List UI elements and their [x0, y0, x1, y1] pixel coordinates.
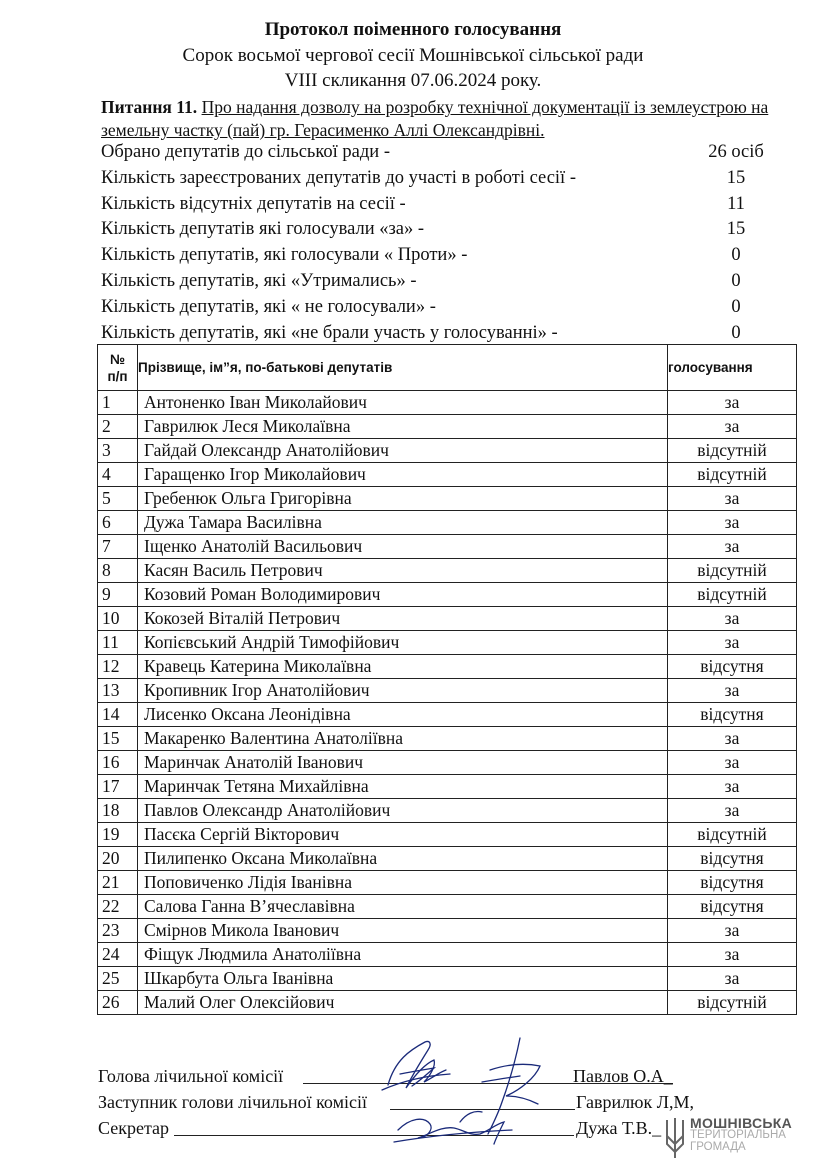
question-text: Про надання дозволу на розробку технічної документації із землеустрою на земельну частку (пай) гр. Герасименко Аллі Олександрівні. [101, 97, 769, 140]
table-row [98, 727, 797, 751]
logo-title: МОШНІВСЬКА [690, 1115, 793, 1131]
stat-value: 11 [727, 193, 745, 214]
vote-result: відсутня [668, 703, 797, 727]
header-number-abbr: п/п [107, 368, 128, 384]
row-number: 13 [98, 679, 138, 703]
document-subtitle: Сорок восьмої чергової сесії Мошнівської сільської ради [182, 45, 644, 66]
stat-value: 0 [731, 245, 741, 266]
row-number: 7 [98, 535, 138, 559]
stat-label: Кількість депутатів, які «не брали участь у голосуванні» - [101, 322, 558, 343]
stat-row [101, 245, 801, 271]
deputy-name: Лисенко Оксана Леонідівна [138, 703, 668, 727]
stat-value: 0 [731, 296, 741, 317]
deputy-name: Маринчак Анатолій Іванович [138, 751, 668, 775]
row-number: 8 [98, 559, 138, 583]
deputy-name: Пилипенко Оксана Миколаївна [138, 847, 668, 871]
row-number: 10 [98, 607, 138, 631]
vote-result: за [668, 943, 797, 967]
stat-value: 26 осіб [708, 142, 764, 162]
deputy-name: Салова Ганна В’ячеславівна [138, 895, 668, 919]
vote-result: відсутня [668, 895, 797, 919]
vote-result: за [668, 391, 797, 415]
trident-emblem-icon [664, 1116, 686, 1160]
table-row [98, 655, 797, 679]
stat-row [101, 219, 801, 245]
table-row [98, 799, 797, 823]
stat-label: Кількість депутатів, які « не голосували» - [101, 296, 436, 317]
stat-value: 15 [726, 167, 746, 188]
stat-label: Кількість зареєстрованих депутатів до участі в роботі сесії - [101, 167, 576, 188]
row-number: 2 [98, 415, 138, 439]
stat-row [101, 142, 801, 168]
row-number: 12 [98, 655, 138, 679]
deputy-name: Гаращенко Ігор Миколайович [138, 463, 668, 487]
chair-name: Павлов О.А_ [573, 1066, 673, 1086]
deputy-name: Козовий Роман Володимирович [138, 583, 668, 607]
row-number: 18 [98, 799, 138, 823]
row-number: 21 [98, 871, 138, 895]
vote-result: за [668, 799, 797, 823]
deputy-name: Павлов Олександр Анатолійович [138, 799, 668, 823]
row-number: 15 [98, 727, 138, 751]
column-header-number [98, 345, 138, 391]
vote-result: відсутній [668, 991, 797, 1015]
stat-value: 0 [731, 322, 741, 343]
table-row [98, 583, 797, 607]
vote-result: за [668, 919, 797, 943]
table-row [98, 919, 797, 943]
deputy-name: Касян Василь Петрович [138, 559, 668, 583]
deputy-name: Гаврилюк Леся Миколаївна [138, 415, 668, 439]
table-row [98, 631, 797, 655]
table-row [98, 847, 797, 871]
row-number: 26 [98, 991, 138, 1015]
row-number: 23 [98, 919, 138, 943]
column-header-name: Прізвище, ім”я, по-батькові депутатів [138, 345, 668, 391]
table-row [98, 463, 797, 487]
community-logo [664, 1114, 814, 1164]
deputy-name: Гайдай Олександр Анатолійович [138, 439, 668, 463]
row-number: 19 [98, 823, 138, 847]
table-row [98, 823, 797, 847]
deputy-name: Пасєка Сергій Вікторович [138, 823, 668, 847]
secretary-name: Дужа Т.В._ [576, 1118, 662, 1138]
stat-label: Обрано депутатів до сільської ради - [101, 142, 390, 162]
table-row [98, 871, 797, 895]
vote-result: відсутній [668, 583, 797, 607]
row-number: 5 [98, 487, 138, 511]
deputy-name: Антоненко Іван Миколайович [138, 391, 668, 415]
table-header-row [98, 345, 797, 391]
deputy-name: Копієвський Андрій Тимофійович [138, 631, 668, 655]
vote-result: за [668, 607, 797, 631]
table-row [98, 607, 797, 631]
roll-call-table [97, 344, 797, 1015]
stat-label: Кількість відсутніх депутатів на сесії - [101, 193, 406, 214]
vote-result: за [668, 727, 797, 751]
row-number: 17 [98, 775, 138, 799]
row-number: 6 [98, 511, 138, 535]
vote-result: відсутній [668, 559, 797, 583]
column-header-vote: голосування [668, 345, 797, 391]
deputy-name: Кропивник Ігор Анатолійович [138, 679, 668, 703]
row-number: 14 [98, 703, 138, 727]
row-number: 11 [98, 631, 138, 655]
table-row [98, 439, 797, 463]
table-row [98, 775, 797, 799]
header-number-symbol: № [109, 351, 126, 367]
vote-result: за [668, 415, 797, 439]
vote-result: за [668, 535, 797, 559]
stat-label: Кількість депутатів, які «Утримались» - [101, 270, 417, 291]
vote-statistics [101, 142, 801, 348]
row-number: 25 [98, 967, 138, 991]
vote-result: відсутній [668, 439, 797, 463]
table-row [98, 511, 797, 535]
stat-row [101, 297, 801, 323]
row-number: 16 [98, 751, 138, 775]
row-number: 3 [98, 439, 138, 463]
document-title: Протокол поіменного голосування [264, 19, 562, 40]
deputy-name: Гаврилюк Л,М, [576, 1092, 694, 1112]
table-row [98, 391, 797, 415]
agenda-question [101, 96, 801, 142]
row-number: 1 [98, 391, 138, 415]
table-row [98, 535, 797, 559]
stat-row [101, 271, 801, 297]
vote-result: відсутня [668, 847, 797, 871]
deputy-name: Шкарбута Ольга Іванівна [138, 967, 668, 991]
row-number: 9 [98, 583, 138, 607]
vote-result: за [668, 631, 797, 655]
deputy-name: Маринчак Тетяна Михайлівна [138, 775, 668, 799]
vote-result: відсутня [668, 655, 797, 679]
logo-subtitle: ТЕРИТОРІАЛЬНА [690, 1129, 786, 1141]
stat-label: Кількість депутатів які голосували «за» - [101, 219, 425, 240]
table-row [98, 991, 797, 1015]
vote-result: відсутній [668, 463, 797, 487]
vote-result: за [668, 679, 797, 703]
table-row [98, 751, 797, 775]
deputy-name: Макаренко Валентина Анатоліївна [138, 727, 668, 751]
convocation-date: VIII скликання 07.06.2024 року. [284, 70, 542, 91]
vote-result: за [668, 775, 797, 799]
deputy-name: Кравець Катерина Миколаївна [138, 655, 668, 679]
vote-result: за [668, 511, 797, 535]
vote-result: за [668, 751, 797, 775]
stat-label: Кількість депутатів, які голосували « Проти» - [101, 245, 468, 266]
row-number: 24 [98, 943, 138, 967]
chair-label: Голова лічильної комісії [98, 1066, 284, 1086]
deputy-name: Іщенко Анатолій Васильович [138, 535, 668, 559]
vote-result: відсутній [668, 823, 797, 847]
deputy-name: Смірнов Микола Іванович [138, 919, 668, 943]
deputy-name: Дужа Тамара Василівна [138, 511, 668, 535]
table-row [98, 415, 797, 439]
question-number: Питання 11. [101, 97, 198, 117]
deputy-name: Гребенюк Ольга Григорівна [138, 487, 668, 511]
deputy-name: Малий Олег Олексійович [138, 991, 668, 1015]
stat-value: 0 [731, 270, 741, 291]
table-row [98, 943, 797, 967]
vote-result: за [668, 487, 797, 511]
deputy-label: Заступник голови лічильної комісії [98, 1092, 367, 1112]
row-number: 22 [98, 895, 138, 919]
handwritten-signatures [370, 1030, 570, 1165]
row-number: 4 [98, 463, 138, 487]
secretary-label: Секретар [98, 1118, 170, 1138]
table-row [98, 967, 797, 991]
table-row [98, 679, 797, 703]
deputy-name: Поповиченко Лідія Іванівна [138, 871, 668, 895]
logo-subtitle: ГРОМАДА [690, 1141, 746, 1153]
table-row [98, 895, 797, 919]
row-number: 20 [98, 847, 138, 871]
deputy-name: Кокозей Віталій Петрович [138, 607, 668, 631]
vote-result: за [668, 967, 797, 991]
stat-value: 15 [726, 219, 746, 240]
table-row [98, 703, 797, 727]
table-row [98, 487, 797, 511]
deputy-name: Фіщук Людмила Анатоліївна [138, 943, 668, 967]
table-row [98, 559, 797, 583]
vote-result: відсутня [668, 871, 797, 895]
stat-row [101, 168, 801, 194]
stat-row [101, 194, 801, 220]
